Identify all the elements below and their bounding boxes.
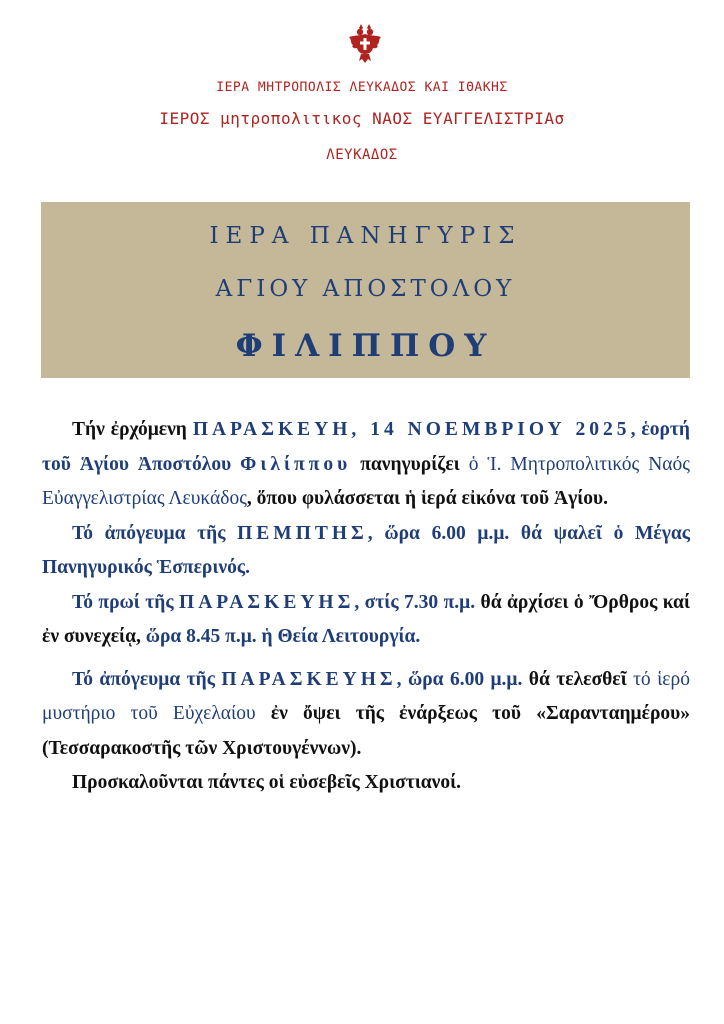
title-banner: [41, 202, 690, 378]
metropolis-title: ΙΕΡΑ ΜΗΤΡΟΠΟΛΙΣ ΛΕΥΚΑΔΟΣ ΚΑΙ ΙΘΑΚΗΣ: [216, 80, 508, 95]
byzantine-eagle-icon: [347, 24, 383, 64]
paragraph-vespers: Τό ἀπόγευμα τῆς ΠΕΜΠΤΗΣ, ὥρα 6.00 μ.μ. θά ψαλεῖ ὁ Μέγας Πανηγυρικός Ἑσπερινός.: [42, 522, 690, 578]
banner-line-2: ΑΓΙΟΥ ΑΠΟΣΤΟΛΟΥ: [215, 276, 516, 302]
paragraph-liturgy: Τό πρωί τῆς ΠΑΡΑΣΚΕΥΗΣ, στίς 7.30 π.μ. θά ἀρχίσει ὁ Ὄρθρος καί ἐν συνεχείᾳ, ὥρα 8.45 π.μ. ἡ Θεία Λειτουργία.: [42, 591, 690, 647]
announcement-body: [42, 413, 690, 801]
city-title: ΛΕΥΚΑΔΟΣ: [326, 147, 398, 163]
paragraph-invitation: Προσκαλοῦνται πάντες οἱ εὐσεβεῖς Χριστιανοί.: [72, 772, 462, 793]
paragraph-unction: Τό ἀπόγευμα τῆς ΠΑΡΑΣΚΕΥΗΣ, ὥρα 6.00 μ.μ. θά τελεσθεῖ τό ἱερό μυστήριο τοῦ Εὐχελαίου ἐν ὄψει τῆς ἐνάρξεως τοῦ «Σαρανταημέρου» (Τεσσαρακοστῆς τῶν Χριστουγέννων).: [42, 668, 690, 759]
church-title: ΙΕΡΟΣ μητροπολιτικος ΝΑΟΣ ΕΥΑΓΓΕΛΙΣΤΡΙΑσ: [159, 109, 565, 128]
banner-line-1: ΙΕΡΑ ΠΑΝΗΓΥΡΙΣ: [209, 223, 522, 249]
paragraph-feast: Τήν ἐρχόμενη ΠΑΡΑΣΚΕΥΗ, 14 ΝΟΕΜΒΡΙΟΥ 2025, ἑορτή τοῦ Ἁγίου Ἀποστόλου Φιλίππου πανηγυρίζει ὁ Ἱ. Μητροπολιτικός Ναός Εὐαγγελιστρίας Λευκάδος, ὅπου φυλάσσεται ἡ ἱερά εἰκόνα τοῦ Ἁγίου.: [42, 419, 690, 509]
banner-line-3: ΦΙΛΙΠΠΟΥ: [235, 328, 496, 364]
